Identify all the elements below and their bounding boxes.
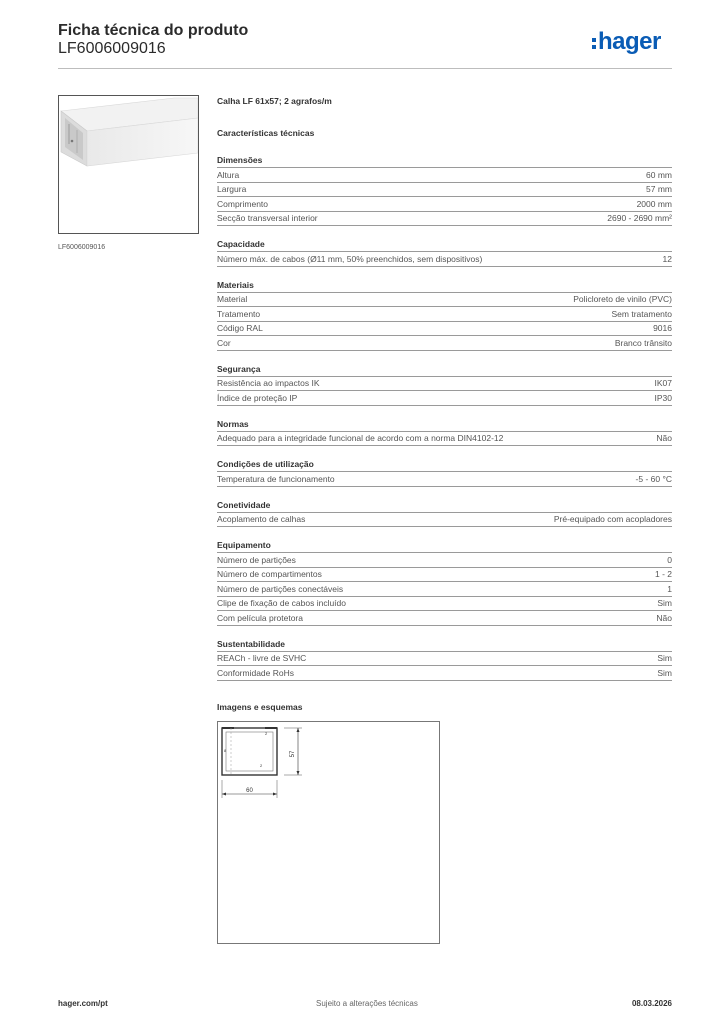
spec-label: Número máx. de cabos (Ø11 mm, 50% preenchidos, sem dispositivos)	[217, 253, 483, 264]
footer-date: 08.03.2026	[631, 999, 672, 1008]
section-title: Normas	[217, 419, 672, 432]
spec-section	[217, 419, 672, 447]
spec-label: Largura	[217, 184, 247, 194]
spec-section	[217, 364, 672, 406]
spec-content	[217, 96, 672, 681]
spec-value: 12	[662, 253, 672, 264]
spec-label: Adequado para a integridade funcional de acordo com a norma DIN4102-12	[217, 433, 504, 443]
images-title: Imagens e esquemas	[217, 702, 303, 712]
spec-value: Sem tratamento	[611, 308, 672, 319]
spec-value: IK07	[654, 378, 672, 388]
spec-label: Conformidade RoHs	[217, 667, 295, 678]
spec-label: Resistência ao impactos IK	[217, 378, 320, 388]
inner-dimension-label-c: 2	[260, 763, 263, 768]
spec-row	[217, 652, 672, 667]
spec-section	[217, 459, 672, 487]
height-dimension-label: 57	[290, 750, 296, 758]
spec-label: Número de compartimentos	[217, 569, 322, 579]
spec-label: Material	[217, 294, 248, 304]
spec-row	[217, 611, 672, 626]
inner-dimension-label-a: 2	[265, 731, 268, 736]
cross-section-diagram	[217, 721, 440, 944]
spec-section	[217, 639, 672, 681]
spec-row	[217, 472, 672, 487]
spec-value: 2000 mm	[636, 198, 672, 209]
section-title: Condições de utilização	[217, 459, 672, 472]
spec-value: Sim	[657, 653, 672, 663]
spec-label: Altura	[217, 169, 240, 180]
spec-value: IP30	[654, 392, 672, 403]
section-title: Equipamento	[217, 540, 672, 553]
spec-value: 2690 - 2690 mm²	[607, 213, 672, 223]
spec-row	[217, 666, 672, 681]
spec-row	[217, 513, 672, 528]
spec-row	[217, 553, 672, 568]
spec-label: Clipe de fixação de cabos incluído	[217, 598, 346, 608]
spec-row	[217, 391, 672, 406]
spec-value: 1 - 2	[654, 569, 672, 579]
spec-value: -5 - 60 °C	[635, 473, 672, 484]
spec-row	[217, 197, 672, 212]
spec-label: Cor	[217, 337, 231, 348]
section-title: Dimensões	[217, 155, 672, 168]
section-title: Capacidade	[217, 239, 672, 252]
spec-value: Branco trânsito	[614, 337, 672, 348]
hager-logo	[592, 28, 661, 56]
spec-label: Número de partições conectáveis	[217, 583, 344, 594]
section-title: Segurança	[217, 364, 672, 377]
spec-label: Tratamento	[217, 308, 261, 319]
footer-website[interactable]: hager.com/pt	[58, 999, 108, 1008]
spec-label: Comprimento	[217, 198, 269, 209]
spec-label: Acoplamento de calhas	[217, 514, 306, 524]
spec-row	[217, 168, 672, 183]
page-title: Ficha técnica do produto	[58, 22, 249, 39]
spec-value: Sim	[657, 598, 672, 608]
cross-section-drawing	[218, 722, 439, 943]
spec-value: 9016	[653, 323, 672, 333]
spec-label: Temperatura de funcionamento	[217, 473, 335, 484]
image-caption: LF6006009016	[58, 244, 106, 251]
spec-section	[217, 155, 672, 226]
cable-trunking-icon	[59, 96, 198, 233]
spec-label: Índice de proteção IP	[217, 392, 298, 403]
spec-row	[217, 582, 672, 597]
inner-dimension-label-b: 8	[224, 748, 227, 753]
logo-text: hager	[598, 28, 661, 55]
spec-value: Não	[656, 612, 672, 623]
spec-value: 60 mm	[646, 169, 672, 180]
spec-row	[217, 432, 672, 447]
spec-row	[217, 212, 672, 227]
spec-sections	[217, 155, 672, 681]
section-title: Materiais	[217, 280, 672, 293]
spec-value: Policloreto de vinilo (PVC)	[573, 294, 672, 304]
technical-characteristics-title: Características técnicas	[217, 128, 315, 138]
spec-value: 0	[667, 554, 672, 565]
logo-dots-icon	[592, 38, 596, 49]
spec-value: 57 mm	[646, 184, 672, 194]
product-code: LF6006009016	[58, 40, 166, 57]
spec-row	[217, 377, 672, 392]
spec-row	[217, 293, 672, 308]
spec-row	[217, 597, 672, 612]
spec-label: Código RAL	[217, 323, 263, 333]
section-title: Sustentabilidade	[217, 639, 672, 652]
spec-value: Sim	[657, 667, 672, 678]
header-divider	[58, 68, 672, 69]
product-image	[58, 95, 199, 234]
spec-value: Não	[656, 433, 672, 443]
width-dimension-label: 60	[246, 788, 253, 794]
spec-row	[217, 322, 672, 337]
section-title: Conetividade	[217, 500, 672, 513]
spec-section	[217, 500, 672, 528]
spec-label: REACh - livre de SVHC	[217, 653, 307, 663]
spec-value: Pré-equipado com acopladores	[553, 514, 672, 524]
spec-row	[217, 252, 672, 267]
footer-notice: Sujeito a alterações técnicas	[316, 999, 418, 1008]
spec-section	[217, 239, 672, 267]
spec-label: Com película protetora	[217, 612, 303, 623]
product-name: Calha LF 61x57; 2 agrafos/m	[217, 96, 332, 106]
spec-row	[217, 307, 672, 322]
spec-section	[217, 540, 672, 626]
spec-row	[217, 183, 672, 198]
spec-label: Número de partições	[217, 554, 296, 565]
spec-row	[217, 568, 672, 583]
spec-label: Secção transversal interior	[217, 213, 318, 223]
spec-value: 1	[667, 583, 672, 594]
spec-section	[217, 280, 672, 351]
spec-row	[217, 336, 672, 351]
